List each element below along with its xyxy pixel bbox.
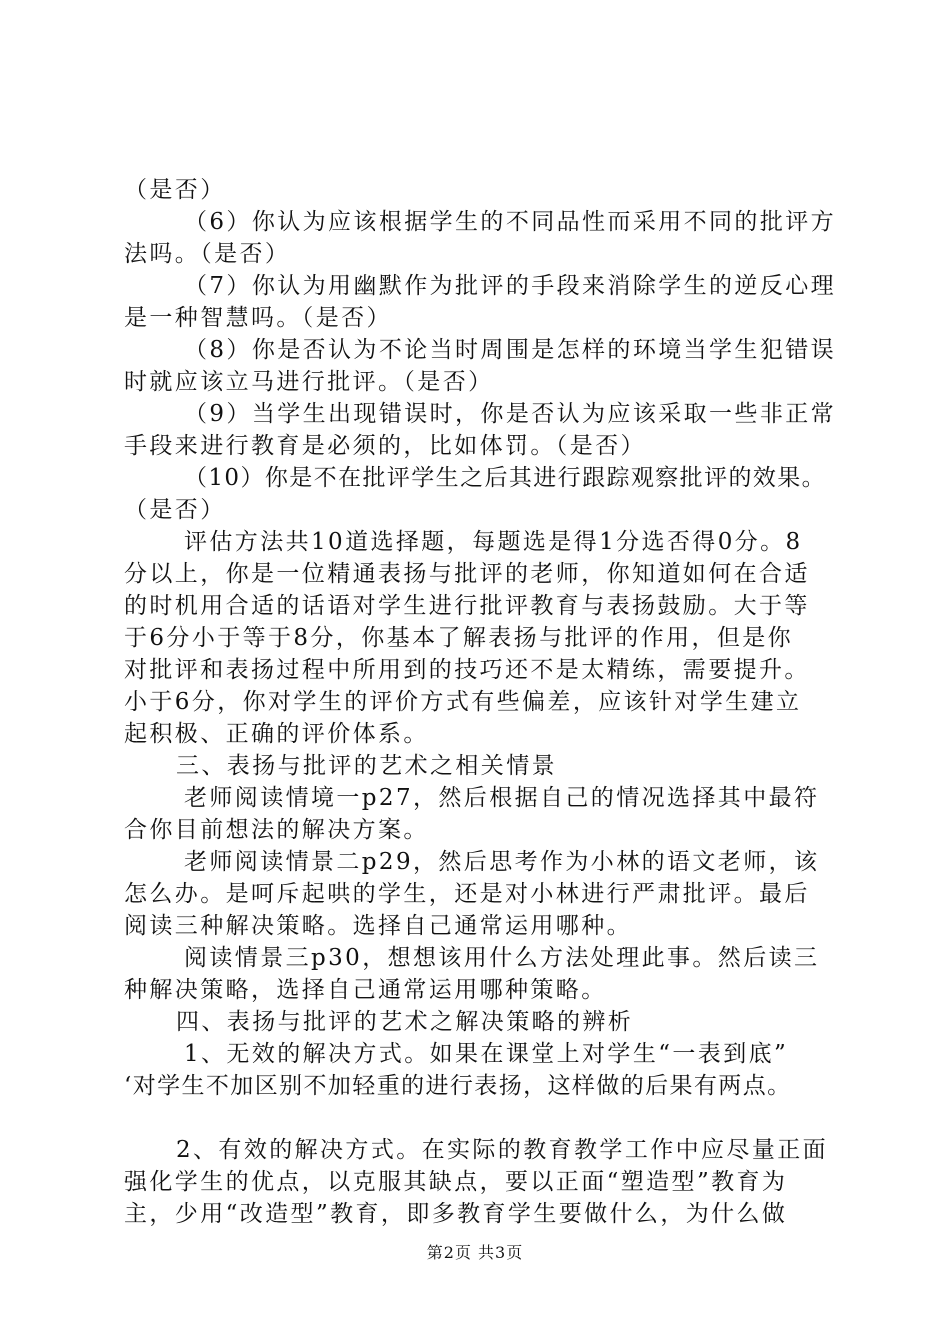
text-line: 对批评和表扬过程中所用到的技巧还不是太精练，需要提升。 <box>124 657 810 683</box>
text-line: 阅读三种解决策略。选择自己通常运用哪种。 <box>124 913 632 939</box>
text-line: （6）你认为应该根据学生的不同品性而采用不同的批评方 <box>184 209 837 235</box>
text-line: ‘对学生不加区别不加轻重的进行表扬，这样做的后果有两点。 <box>124 1073 792 1099</box>
text-line: 1、无效的解决方式。如果在课堂上对学生“一表到底” <box>184 1041 789 1067</box>
text-line: 小于6分，你对学生的评价方式有些偏差，应该针对学生建立 <box>124 689 802 715</box>
text-line: 老师阅读情境一p27，然后根据自己的情况选择其中最符 <box>184 785 820 811</box>
text-line: 阅读情景三p30，想想该用什么方法处理此事。然后读三 <box>184 945 820 971</box>
text-line: （7）你认为用幽默作为批评的手段来消除学生的逆反心理 <box>184 273 837 299</box>
text-line: （9）当学生出现错误时，你是否认为应该采取一些非正常 <box>184 401 837 427</box>
page-footer: 第2页 共3页 <box>426 1243 524 1262</box>
text-line: 2、有效的解决方式。在实际的教育教学工作中应尽量正面 <box>176 1137 829 1163</box>
text-line: 于6分小于等于8分，你基本了解表扬与批评的作用，但是你 <box>124 625 794 651</box>
text-line: 法吗。（是否） <box>124 241 291 267</box>
text-line: 起积极、正确的评价体系。 <box>124 721 429 747</box>
text-line: 合你目前想法的解决方案。 <box>124 817 429 843</box>
text-line: （是否） <box>124 497 226 523</box>
text-line: 老师阅读情景二p29，然后思考作为小林的语文老师，该 <box>184 849 820 875</box>
section-heading: 四、表扬与批评的艺术之解决策略的辨析 <box>176 1009 634 1035</box>
text-line: （10）你是不在批评学生之后其进行跟踪观察批评的效果。 <box>184 465 827 491</box>
text-line: 种解决策略，选择自己通常运用哪种策略。 <box>124 977 607 1003</box>
text-line: 手段来进行教育是必须的，比如体罚。（是否） <box>124 433 646 459</box>
text-line: （8）你是否认为不论当时周围是怎样的环境当学生犯错误 <box>184 337 837 363</box>
text-line: 的时机用合适的话语对学生进行批评教育与表扬鼓励。大于等 <box>124 593 810 619</box>
text-line: 强化学生的优点，以克服其缺点，要以正面“塑造型”教育为 <box>124 1169 788 1195</box>
text-line: 主，少用“改造型”教育，即多教育学生要做什么，为什么做 <box>124 1201 788 1227</box>
text-line: 怎么办。是呵斥起哄的学生，还是对小林进行严肃批评。最后 <box>124 881 810 907</box>
text-line: 评估方法共10道选择题，每题选是得1分选否得0分。8 <box>184 529 803 555</box>
text-line: 是一种智慧吗。（是否） <box>124 305 392 331</box>
text-line: （是否） <box>124 177 226 203</box>
text-line: 时就应该立马进行批评。（是否） <box>124 369 494 395</box>
section-heading: 三、表扬与批评的艺术之相关情景 <box>176 753 557 779</box>
text-line: 分以上，你是一位精通表扬与批评的老师，你知道如何在合适 <box>124 561 810 587</box>
